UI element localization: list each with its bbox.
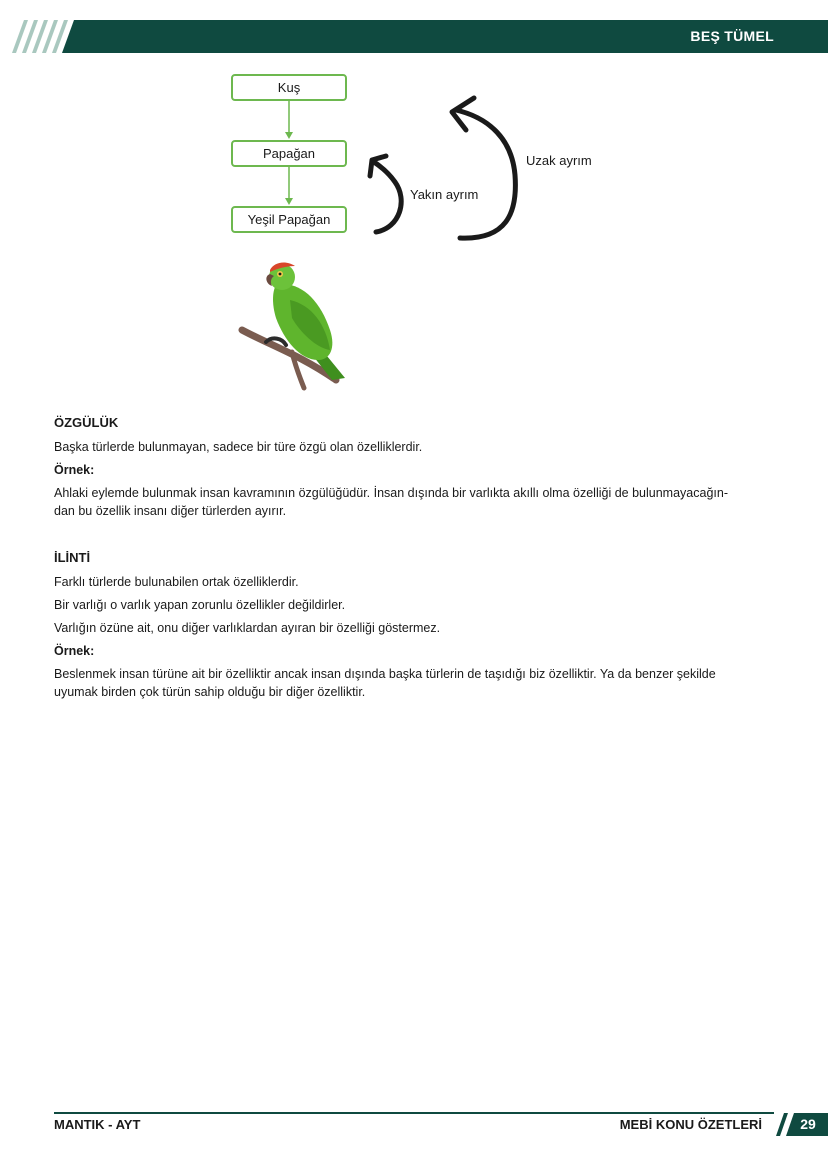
footer-divider — [54, 1112, 774, 1114]
ozgulluk-heading: ÖZGÜLÜK — [54, 415, 119, 430]
ilinti-line: Bir varlığı o varlık yapan zorunlu özellikler değildirler. — [54, 598, 346, 612]
ozgulluk-example-line: dan bu özellik insanı diğer türlerden ayırır. — [54, 504, 287, 518]
connector-arrowhead — [285, 132, 293, 139]
ozgulluk-example-label: Örnek: — [54, 463, 95, 477]
parrot-icon — [242, 263, 345, 388]
section-title: BEŞ TÜMEL — [690, 28, 774, 44]
ilinti-example-label: Örnek: — [54, 644, 95, 658]
near-distinction-label: Yakın ayrım — [410, 187, 479, 202]
ilinti-example-line: Beslenmek insan türüne ait bir özelliktir ancak insan dışında başka türlerin de taşıdığı biz özelliktir. Ya da benzer şekilde — [54, 667, 716, 681]
ilinti-heading: İLİNTİ — [54, 550, 91, 565]
footer-subject: MANTIK - AYT — [54, 1117, 141, 1132]
ilinti-example-line: uyumak birden çok türün sahip olduğu bir diğer özelliktir. — [54, 685, 366, 699]
far-distinction-label: Uzak ayrım — [526, 153, 592, 168]
ilinti-line: Farklı türlerde bulunabilen ortak özelliklerdir. — [54, 575, 299, 589]
node-papagan: Papağan — [231, 140, 347, 167]
ilinti-section — [54, 549, 779, 701]
ozgulluk-example-line: Ahlaki eylemde bulunmak insan kavramının özgülüğüdür. İnsan dışında bir varlıkta akıllı olma özelliği de bulunmayacağın- — [54, 486, 728, 500]
near-distinction-arrow — [374, 162, 401, 232]
node-kus: Kuş — [231, 74, 347, 101]
footer-series: MEBİ KONU ÖZETLERİ — [619, 1117, 762, 1132]
page-number: 29 — [800, 1116, 816, 1132]
node-yesil-papagan: Yeşil Papağan — [231, 206, 347, 233]
connector-arrowhead — [285, 198, 293, 205]
ozgulluk-section — [54, 414, 779, 520]
ozgulluk-definition: Başka türlerde bulunmayan, sadece bir türe özgü olan özelliklerdir. — [54, 440, 423, 454]
ilinti-line: Varlığın özüne ait, onu diğer varlıklardan ayıran bir özelliği göstermez. — [54, 621, 441, 635]
